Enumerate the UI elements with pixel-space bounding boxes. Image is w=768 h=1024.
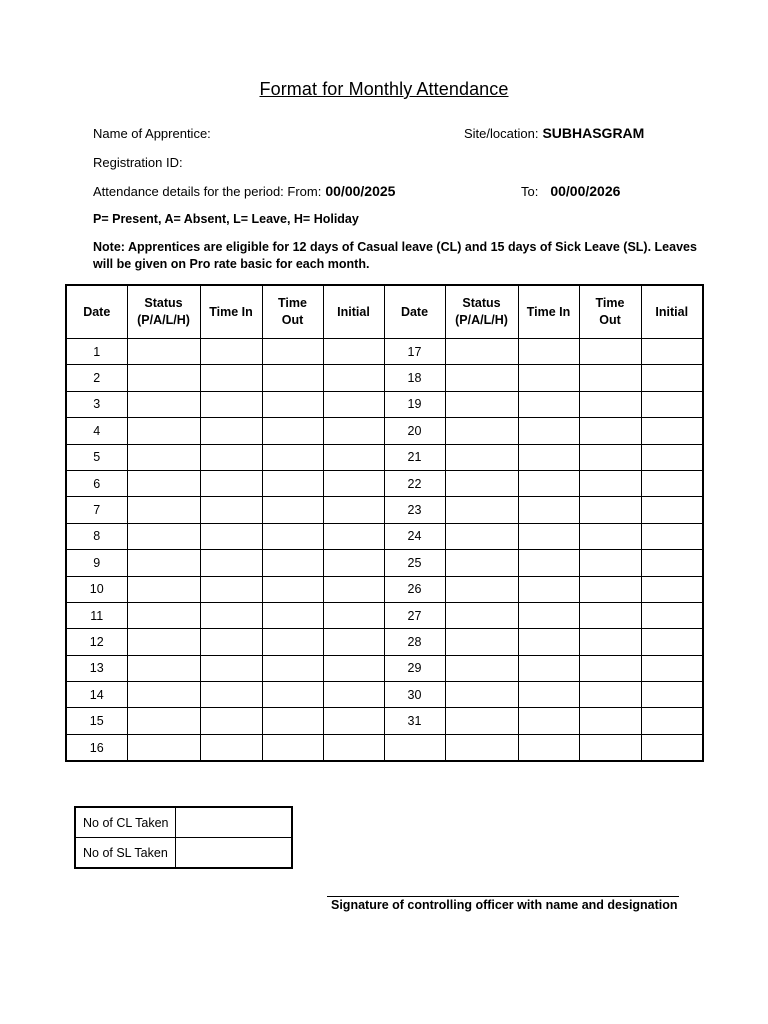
time-in-cell-right[interactable] — [518, 444, 579, 470]
time-out-cell-left[interactable] — [262, 655, 323, 681]
time-out-cell-right[interactable] — [579, 682, 641, 708]
time-in-cell-right[interactable] — [518, 470, 579, 496]
time-in-cell-right[interactable] — [518, 497, 579, 523]
status-cell-left[interactable] — [127, 734, 200, 761]
date-cell-right: 19 — [384, 391, 445, 417]
initial-cell-right[interactable] — [641, 629, 703, 655]
date-cell-right — [384, 734, 445, 761]
header-initial-2: Initial — [641, 285, 703, 339]
status-cell-right[interactable] — [445, 629, 518, 655]
leave-note-line-1: Note: Apprentices are eligible for 12 days of Casual leave (CL) and 15 days of Sick Leave (SL). Leaves — [93, 240, 697, 254]
header-date-2: Date — [384, 285, 445, 339]
date-cell-right: 21 — [384, 444, 445, 470]
header-time-in-2: Time In — [518, 285, 579, 339]
time-out-cell-right[interactable] — [579, 523, 641, 549]
header-time-out-line-1: Time — [278, 296, 307, 310]
signature-caption: Signature of controlling officer with name and designation — [331, 898, 678, 912]
status-cell-left[interactable] — [127, 418, 200, 444]
time-in-cell-right[interactable] — [518, 365, 579, 391]
status-cell-right[interactable] — [445, 708, 518, 734]
table-row — [66, 365, 703, 391]
site-label: Site/location: — [464, 126, 539, 141]
initial-cell-left[interactable] — [323, 365, 384, 391]
initial-cell-right[interactable] — [641, 734, 703, 761]
time-out-cell-left[interactable] — [262, 550, 323, 576]
table-row — [66, 497, 703, 523]
date-cell-left: 13 — [66, 655, 127, 681]
to-date-value: 00/00/2026 — [550, 183, 621, 199]
date-cell-right: 25 — [384, 550, 445, 576]
time-in-cell-left[interactable] — [200, 523, 262, 549]
initial-cell-left[interactable] — [323, 602, 384, 628]
table-row — [66, 391, 703, 417]
table-header-row — [66, 285, 703, 339]
cl-row — [75, 807, 292, 838]
status-cell-left[interactable] — [127, 391, 200, 417]
status-cell-right[interactable] — [445, 576, 518, 602]
time-in-cell-left[interactable] — [200, 602, 262, 628]
table-row — [66, 418, 703, 444]
time-out-cell-right[interactable] — [579, 497, 641, 523]
date-cell-right: 17 — [384, 339, 445, 365]
date-cell-left: 8 — [66, 523, 127, 549]
time-in-cell-left[interactable] — [200, 470, 262, 496]
initial-cell-right[interactable] — [641, 444, 703, 470]
date-cell-right: 26 — [384, 576, 445, 602]
time-in-cell-right[interactable] — [518, 391, 579, 417]
time-in-cell-right[interactable] — [518, 708, 579, 734]
status-cell-left[interactable] — [127, 365, 200, 391]
table-row — [66, 339, 703, 365]
initial-cell-left[interactable] — [323, 655, 384, 681]
status-cell-left[interactable] — [127, 629, 200, 655]
time-in-cell-left[interactable] — [200, 708, 262, 734]
time-in-cell-left[interactable] — [200, 391, 262, 417]
table-row — [66, 444, 703, 470]
page-title: Format for Monthly Attendance — [259, 79, 509, 99]
initial-cell-left[interactable] — [323, 391, 384, 417]
time-out-cell-left[interactable] — [262, 523, 323, 549]
date-cell-left: 15 — [66, 708, 127, 734]
time-in-cell-left[interactable] — [200, 365, 262, 391]
time-out-cell-right[interactable] — [579, 391, 641, 417]
initial-cell-left[interactable] — [323, 734, 384, 761]
time-out-cell-right[interactable] — [579, 365, 641, 391]
date-cell-left: 3 — [66, 391, 127, 417]
date-cell-left: 14 — [66, 682, 127, 708]
initial-cell-left[interactable] — [323, 550, 384, 576]
time-in-cell-left[interactable] — [200, 682, 262, 708]
date-cell-left: 6 — [66, 470, 127, 496]
date-cell-left: 5 — [66, 444, 127, 470]
status-cell-right[interactable] — [445, 470, 518, 496]
table-row — [66, 682, 703, 708]
time-in-cell-left[interactable] — [200, 655, 262, 681]
status-cell-left[interactable] — [127, 655, 200, 681]
initial-cell-right[interactable] — [641, 550, 703, 576]
header-status-2-line-2: (P/A/L/H) — [455, 313, 508, 327]
time-out-cell-left[interactable] — [262, 444, 323, 470]
time-out-cell-left[interactable] — [262, 339, 323, 365]
site-field — [464, 125, 644, 141]
header-time-out — [262, 285, 323, 339]
time-in-cell-left[interactable] — [200, 550, 262, 576]
date-cell-right: 22 — [384, 470, 445, 496]
header-status-2-line-1: Status — [462, 296, 501, 310]
time-out-cell-right[interactable] — [579, 734, 641, 761]
header-status-line-2: (P/A/L/H) — [137, 313, 190, 327]
time-in-cell-left[interactable] — [200, 339, 262, 365]
cl-label: No of CL Taken — [75, 807, 175, 838]
time-out-cell-right[interactable] — [579, 576, 641, 602]
initial-cell-right[interactable] — [641, 391, 703, 417]
initial-cell-left[interactable] — [323, 682, 384, 708]
initial-cell-right[interactable] — [641, 576, 703, 602]
status-cell-right[interactable] — [445, 391, 518, 417]
status-cell-right[interactable] — [445, 550, 518, 576]
date-cell-left: 4 — [66, 418, 127, 444]
date-cell-right: 28 — [384, 629, 445, 655]
status-cell-left[interactable] — [127, 497, 200, 523]
status-cell-right[interactable] — [445, 418, 518, 444]
header-time-out-2 — [579, 285, 641, 339]
leave-note — [93, 239, 697, 273]
status-cell-left[interactable] — [127, 523, 200, 549]
time-out-cell-left[interactable] — [262, 682, 323, 708]
time-in-cell-right[interactable] — [518, 418, 579, 444]
time-out-cell-left[interactable] — [262, 602, 323, 628]
time-in-cell-right[interactable] — [518, 339, 579, 365]
status-cell-left[interactable] — [127, 550, 200, 576]
time-in-cell-right[interactable] — [518, 602, 579, 628]
time-in-cell-left[interactable] — [200, 629, 262, 655]
time-out-cell-left[interactable] — [262, 629, 323, 655]
status-cell-right[interactable] — [445, 734, 518, 761]
table-row — [66, 734, 703, 761]
status-cell-left[interactable] — [127, 444, 200, 470]
initial-cell-left[interactable] — [323, 629, 384, 655]
cl-value-cell[interactable] — [175, 807, 292, 838]
time-out-cell-left[interactable] — [262, 576, 323, 602]
table-row — [66, 550, 703, 576]
date-cell-right: 27 — [384, 602, 445, 628]
status-cell-right[interactable] — [445, 602, 518, 628]
date-cell-right: 24 — [384, 523, 445, 549]
time-out-cell-right[interactable] — [579, 550, 641, 576]
date-cell-left: 16 — [66, 734, 127, 761]
initial-cell-right[interactable] — [641, 418, 703, 444]
date-cell-right: 30 — [384, 682, 445, 708]
date-cell-left: 7 — [66, 497, 127, 523]
time-in-cell-right[interactable] — [518, 576, 579, 602]
time-out-cell-right[interactable] — [579, 602, 641, 628]
time-out-cell-right[interactable] — [579, 444, 641, 470]
date-cell-left: 11 — [66, 602, 127, 628]
from-date-value: 00/00/2025 — [325, 183, 396, 199]
status-cell-left[interactable] — [127, 708, 200, 734]
initial-cell-left[interactable] — [323, 418, 384, 444]
initial-cell-right[interactable] — [641, 497, 703, 523]
time-in-cell-right[interactable] — [518, 550, 579, 576]
header-status — [127, 285, 200, 339]
status-cell-right[interactable] — [445, 682, 518, 708]
date-cell-right: 29 — [384, 655, 445, 681]
time-out-cell-left[interactable] — [262, 497, 323, 523]
time-out-cell-right[interactable] — [579, 339, 641, 365]
initial-cell-right[interactable] — [641, 682, 703, 708]
time-out-cell-right[interactable] — [579, 629, 641, 655]
header-status-line-1: Status — [144, 296, 183, 310]
header-initial: Initial — [323, 285, 384, 339]
apprentice-name-label: Name of Apprentice: — [93, 126, 211, 141]
initial-cell-right[interactable] — [641, 339, 703, 365]
sl-label: No of SL Taken — [75, 838, 175, 869]
date-cell-left: 9 — [66, 550, 127, 576]
table-row — [66, 655, 703, 681]
status-cell-right[interactable] — [445, 655, 518, 681]
header-time-out-line-2: Out — [281, 313, 304, 327]
initial-cell-right[interactable] — [641, 602, 703, 628]
initial-cell-left[interactable] — [323, 523, 384, 549]
leave-summary-table — [74, 806, 293, 869]
header-time-out-2-line-1: Time — [595, 296, 625, 310]
time-out-cell-right[interactable] — [579, 470, 641, 496]
initial-cell-right[interactable] — [641, 523, 703, 549]
status-cell-left[interactable] — [127, 602, 200, 628]
time-in-cell-right[interactable] — [518, 629, 579, 655]
period-from-field — [93, 183, 395, 199]
sl-row — [75, 838, 292, 869]
status-cell-right[interactable] — [445, 444, 518, 470]
initial-cell-left[interactable] — [323, 497, 384, 523]
date-cell-left: 1 — [66, 339, 127, 365]
time-in-cell-right[interactable] — [518, 655, 579, 681]
time-in-cell-left[interactable] — [200, 418, 262, 444]
table-row — [66, 629, 703, 655]
to-label: To: — [521, 184, 539, 199]
status-cell-left[interactable] — [127, 470, 200, 496]
initial-cell-left[interactable] — [323, 708, 384, 734]
time-out-cell-right[interactable] — [579, 655, 641, 681]
initial-cell-right[interactable] — [641, 655, 703, 681]
date-cell-left: 10 — [66, 576, 127, 602]
time-out-cell-left[interactable] — [262, 734, 323, 761]
time-in-cell-left[interactable] — [200, 734, 262, 761]
initial-cell-left[interactable] — [323, 576, 384, 602]
registration-id-label: Registration ID: — [93, 155, 183, 170]
status-cell-left[interactable] — [127, 682, 200, 708]
table-row — [66, 602, 703, 628]
time-in-cell-left[interactable] — [200, 576, 262, 602]
date-cell-left: 2 — [66, 365, 127, 391]
date-cell-right: 18 — [384, 365, 445, 391]
date-cell-right: 23 — [384, 497, 445, 523]
time-in-cell-right[interactable] — [518, 734, 579, 761]
date-cell-right: 20 — [384, 418, 445, 444]
table-row — [66, 523, 703, 549]
status-cell-right[interactable] — [445, 365, 518, 391]
status-cell-left[interactable] — [127, 576, 200, 602]
site-value: SUBHASGRAM — [542, 125, 645, 141]
date-cell-right: 31 — [384, 708, 445, 734]
initial-cell-left[interactable] — [323, 444, 384, 470]
time-out-cell-left[interactable] — [262, 708, 323, 734]
period-label: Attendance details for the period: From: — [93, 184, 322, 199]
initial-cell-left[interactable] — [323, 470, 384, 496]
initial-cell-left[interactable] — [323, 339, 384, 365]
time-out-cell-left[interactable] — [262, 365, 323, 391]
time-out-cell-left[interactable] — [262, 391, 323, 417]
date-cell-left: 12 — [66, 629, 127, 655]
time-in-cell-left[interactable] — [200, 444, 262, 470]
table-row — [66, 708, 703, 734]
initial-cell-right[interactable] — [641, 708, 703, 734]
status-cell-right[interactable] — [445, 497, 518, 523]
table-row — [66, 576, 703, 602]
signature-line — [327, 896, 679, 897]
time-out-cell-left[interactable] — [262, 470, 323, 496]
time-out-cell-right[interactable] — [579, 418, 641, 444]
initial-cell-right[interactable] — [641, 470, 703, 496]
status-cell-left[interactable] — [127, 339, 200, 365]
time-in-cell-right[interactable] — [518, 523, 579, 549]
sl-value-cell[interactable] — [175, 838, 292, 869]
header-date: Date — [66, 285, 127, 339]
leave-note-line-2: will be given on Pro rate basic for each month. — [93, 257, 370, 271]
status-legend: P= Present, A= Absent, L= Leave, H= Holiday — [93, 212, 359, 226]
table-row — [66, 470, 703, 496]
initial-cell-right[interactable] — [641, 365, 703, 391]
time-in-cell-right[interactable] — [518, 682, 579, 708]
attendance-table — [65, 284, 704, 762]
status-cell-right[interactable] — [445, 339, 518, 365]
time-out-cell-right[interactable] — [579, 708, 641, 734]
time-in-cell-left[interactable] — [200, 497, 262, 523]
period-to-field — [521, 183, 620, 199]
time-out-cell-left[interactable] — [262, 418, 323, 444]
header-time-out-2-line-2: Out — [599, 313, 621, 327]
status-cell-right[interactable] — [445, 523, 518, 549]
header-status-2 — [445, 285, 518, 339]
header-time-in: Time In — [200, 285, 262, 339]
